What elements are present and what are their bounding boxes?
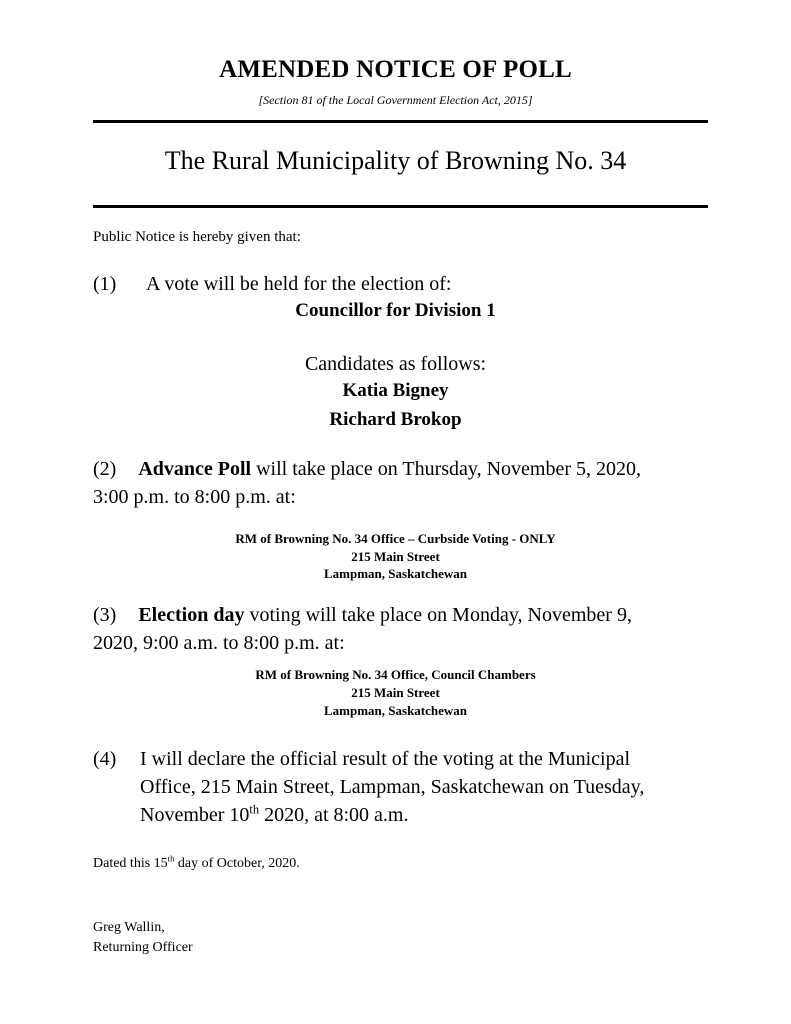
advance-poll-city: Lampman, Saskatchewan [323, 566, 468, 581]
office-name: Councillor for Division 1 [295, 300, 496, 321]
act-citation: [Section 81 of the Local Government Election Act, 2015] [258, 93, 533, 107]
municipality-name: The Rural Municipality of Browning No. 34 [164, 146, 627, 175]
item-3-number: (3) [93, 604, 117, 626]
ordinal-suffix: th [249, 802, 260, 817]
advance-poll-street: 215 Main Street [351, 549, 440, 564]
ordinal-suffix: th [167, 853, 175, 864]
signer-name: Greg Wallin, [93, 920, 165, 935]
declaration-date: November 10 [140, 804, 250, 826]
dated-suffix: day of October, 2020. [174, 856, 300, 871]
item-4-line-2: Office, 215 Main Street, Lampman, Saskatchewan on Tuesday, [140, 776, 645, 798]
intro-text: Public Notice is hereby given that: [93, 229, 301, 245]
item-1-text: A vote will be held for the election of: [146, 273, 452, 295]
item-2-number: (2) [93, 458, 117, 480]
advance-poll-location: RM of Browning No. 34 Office – Curbside Voting - ONLY [235, 531, 556, 546]
dated-line [93, 853, 300, 872]
election-day-time: 2020, 9:00 a.m. to 8:00 p.m. at: [93, 632, 345, 654]
item-4-line-1: I will declare the official result of the voting at the Municipal [140, 748, 631, 770]
item-2-line-1 [93, 458, 641, 481]
election-day-location: RM of Browning No. 34 Office, Council Chambers [255, 667, 536, 682]
candidate-name: Richard Brokop [329, 409, 462, 430]
election-day-city: Lampman, Saskatchewan [323, 703, 468, 718]
candidates-heading: Candidates as follows: [304, 353, 487, 375]
item-3-line-1 [93, 604, 632, 627]
election-day-date: voting will take place on Monday, November 9, [244, 604, 632, 626]
candidate-name: Katia Bigney [342, 380, 449, 401]
signer-title: Returning Officer [93, 940, 193, 955]
notice-title: AMENDED NOTICE OF POLL [219, 56, 572, 83]
election-day-street: 215 Main Street [351, 685, 440, 700]
election-day-label: Election day [138, 604, 245, 626]
advance-poll-label: Advance Poll [138, 458, 252, 480]
bottom-divider [93, 205, 708, 208]
item-1-number: (1) [93, 273, 117, 295]
declaration-time: 2020, at 8:00 a.m. [259, 804, 409, 826]
item-4-line-3 [140, 804, 409, 827]
item-4-number: (4) [93, 748, 117, 770]
dated-prefix: Dated this 15 [93, 856, 168, 871]
advance-poll-time: 3:00 p.m. to 8:00 p.m. at: [93, 486, 296, 508]
top-divider [93, 120, 708, 123]
advance-poll-date: will take place on Thursday, November 5, 2020, [251, 458, 642, 480]
